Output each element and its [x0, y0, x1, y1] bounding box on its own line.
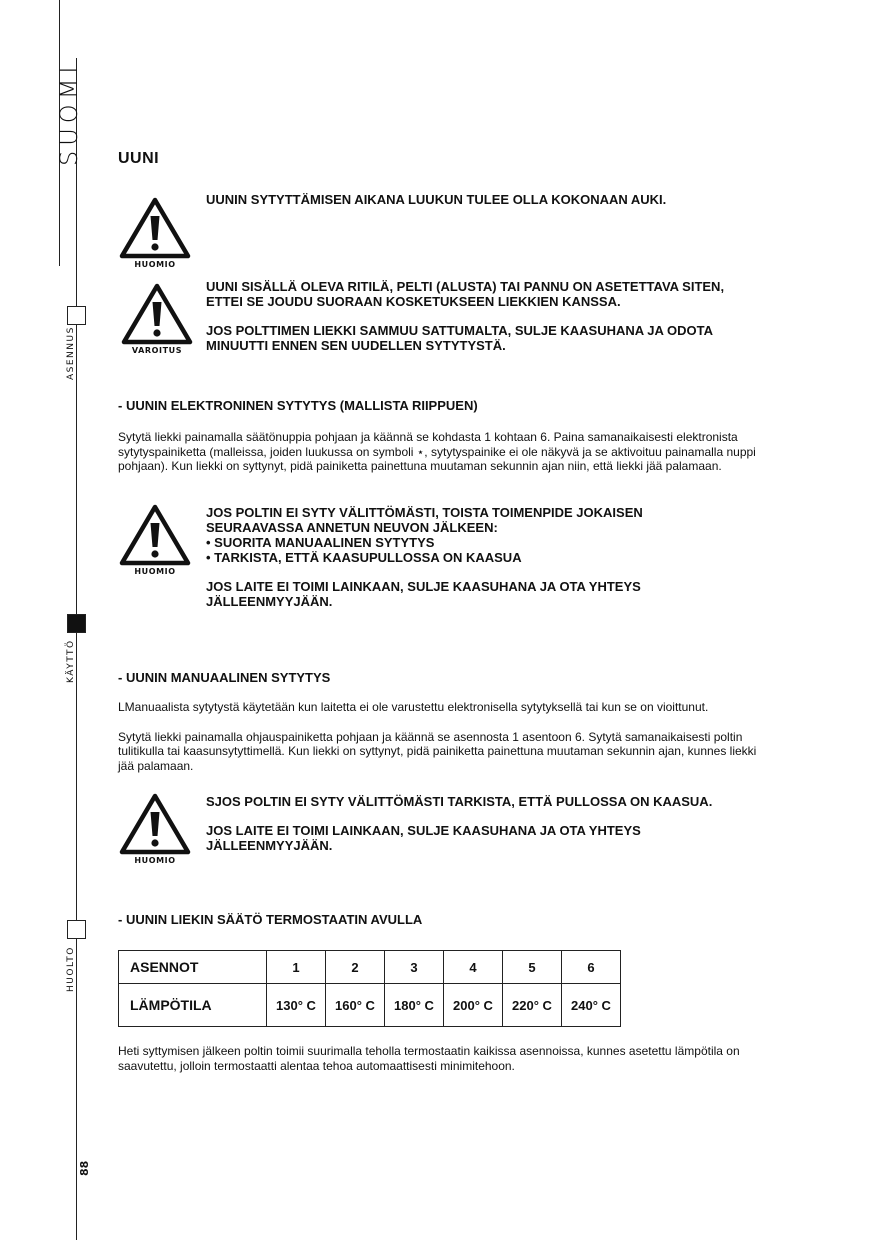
table-row — [119, 984, 621, 1027]
table-cell: 6 — [562, 951, 621, 984]
body-line: tulitikulla tai kaasunsytyttimellä. Kun liekki on syttynyt, pidä painiketta painettuna muutaman sekunnin ajan, kunnes liekki — [118, 744, 757, 758]
body-line: Sytytä liekki painamalla ohjauspainiketta pohjaan ja käännä se asennosta 1 asentoon 6. Sytytä samanaikaisesti poltin — [118, 729, 743, 744]
icon-label: VAROITUS — [131, 346, 183, 355]
exclamation-triangle-icon — [119, 197, 191, 259]
table-cell: 160° C — [326, 984, 385, 1027]
table-cell: 180° C — [385, 984, 444, 1027]
section-label-kaytto: KÄYTTÖ — [66, 639, 76, 683]
section-heading-manual: - UUNIN MANUAALINEN SYTYTYS — [118, 670, 331, 685]
warning2-line: JOS POLTTIMEN LIEKKI SAMMUU SATTUMALTA, SULJE KAASUHANA JA ODOTA — [206, 323, 713, 338]
section-tab-huolto[interactable] — [67, 920, 86, 939]
table-header-positions: ASENNOT — [119, 951, 267, 984]
thermostat-note — [118, 1044, 838, 1073]
exclamation-triangle-icon — [119, 504, 191, 566]
body-line: Heti syttymisen jälkeen poltin toimii suurimalla teholla termostaatin kaikissa asennoissa, kunnes asetettu lämpötila on — [118, 1044, 740, 1058]
warning2-line: UUNI SISÄLLÄ OLEVA RITILÄ, PELTI (ALUSTA) TAI PANNU ON ASETETTAVA SITEN, — [206, 279, 725, 294]
warning-icon-huomio-1 — [118, 197, 192, 277]
table-cell: 220° C — [503, 984, 562, 1027]
body-line: jää palamaan. — [118, 758, 194, 773]
exclamation-triangle-icon — [119, 793, 191, 855]
warning3-line: • TARKISTA, ETTÄ KAASUPULLOSSA ON KAASUA — [206, 550, 522, 565]
table-cell: 1 — [267, 951, 326, 984]
section1-body — [118, 430, 838, 474]
section-tab-kaytto[interactable] — [67, 614, 86, 633]
body-line: sytytyspainiketta (malleissa, joiden luukussa on symboli ⋆, sytytyspainike ei ole näkyvä ja se aktivoituu painamalla nuppi — [118, 444, 756, 459]
table-cell: 3 — [385, 951, 444, 984]
table-cell: 4 — [444, 951, 503, 984]
section-label-huolto: HUOLTO — [66, 946, 76, 992]
section2-body — [118, 700, 838, 773]
table-cell: 130° C — [267, 984, 326, 1027]
warning4-line: JOS LAITE EI TOIMI LAINKAAN, SULJE KAASUHANA JA OTA YHTEYS — [206, 823, 641, 838]
warning1-line: UUNIN SYTYTTÄMISEN AIKANA LUUKUN TULEE OLLA KOKONAAN AUKI. — [206, 192, 667, 207]
section-label-asennus: ASENNUS — [66, 326, 76, 380]
table-header-temperature: LÄMPÖTILA — [119, 984, 267, 1027]
body-line: LManuaalista sytytystä käytetään kun laitetta ei ole varustettu elektronisella sytytyksellä tai kun se on vioittunut. — [118, 700, 709, 714]
exclamation-triangle-icon — [121, 283, 193, 345]
body-line: pohjaan). Kun liekki on syttynyt, pidä painiketta painettuna muutaman sekunnin ajan niin, että liekki jää palamaan. — [118, 459, 722, 473]
warning4-line: JÄLLEENMYYJÄÄN. — [206, 838, 333, 853]
warning3-line: JOS LAITE EI TOIMI LAINKAAN, SULJE KAASUHANA JA OTA YHTEYS — [206, 579, 641, 594]
section-heading-electronic: - UUNIN ELEKTRONINEN SYTYTYS (MALLISTA RIIPPUEN) — [118, 398, 478, 413]
warning-icon-huomio-2 — [118, 504, 192, 584]
warning4-line: SJOS POLTIN EI SYTY VÄLITTÖMÄSTI TARKISTA, ETTÄ PULLOSSA ON KAASUA. — [206, 794, 713, 809]
margin-rule-lower — [76, 322, 77, 1240]
warning3-line: JÄLLEENMYYJÄÄN. — [206, 594, 333, 609]
table-cell: 240° C — [562, 984, 621, 1027]
warning2-line: ETTEI SE JOUDU SUORAAN KOSKETUKSEEN LIEKKIEN KANSSA. — [206, 294, 621, 309]
warning2-text — [206, 279, 866, 353]
warning-icon-huomio-3 — [118, 793, 192, 873]
page-title: UUNI — [118, 150, 160, 167]
warning2-line: MINUUTTI ENNEN SEN UUDELLEN SYTYTYSTÄ. — [206, 338, 506, 353]
warning-icon-varoitus — [120, 283, 194, 363]
table-cell: 200° C — [444, 984, 503, 1027]
temperature-table — [118, 950, 621, 1027]
body-line: saavutettu, jolloin termostaatti alentaa tehoa automaattisesti minimitehoon. — [118, 1058, 515, 1073]
warning3-text — [206, 505, 846, 609]
body-line: Sytytä liekki painamalla säätönuppia pohjaan ja käännä se kohdasta 1 kohtaan 6. Paina samanaikaisesti elektronista — [118, 430, 738, 444]
section-heading-thermostat: - UUNIN LIEKIN SÄÄTÖ TERMOSTAATIN AVULLA — [118, 912, 423, 927]
icon-label: HUOMIO — [134, 567, 176, 576]
language-label: SUOMI — [55, 61, 83, 166]
table-cell: 5 — [503, 951, 562, 984]
warning3-line: SEURAAVASSA ANNETUN NEUVON JÄLKEEN: — [206, 520, 498, 535]
section-tab-asennus[interactable] — [67, 306, 86, 325]
table-row — [119, 951, 621, 984]
icon-label: HUOMIO — [134, 260, 176, 269]
table-cell: 2 — [326, 951, 385, 984]
icon-label: HUOMIO — [134, 856, 176, 865]
warning4-text — [206, 794, 846, 853]
page-number: 88 — [78, 1160, 91, 1176]
warning3-line: • SUORITA MANUAALINEN SYTYTYS — [206, 535, 435, 550]
warning3-line: JOS POLTIN EI SYTY VÄLITTÖMÄSTI, TOISTA TOIMENPIDE JOKAISEN — [206, 505, 643, 520]
warning1-text — [206, 192, 846, 207]
